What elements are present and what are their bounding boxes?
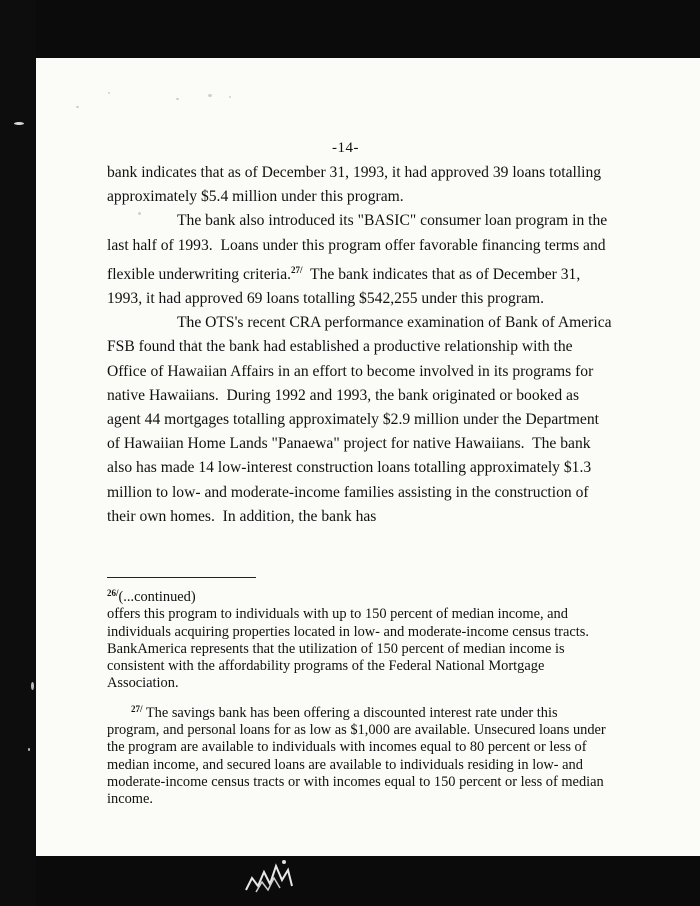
footnote-26-mark: 26/	[107, 588, 119, 598]
footnote-27	[107, 701, 607, 809]
page-number: -14-	[332, 140, 359, 156]
paragraph-2-text: The bank also introduced its "BASIC" consumer loan program in the last half of 1993. Loans under this program offer favorable financing terms and flexible underwriting criteria.	[107, 212, 612, 283]
footnote-26-text: offers this program to individuals with up to 150 percent of median income, and individuals acquiring properties located in low- and moderate-income census tracts. BankAmerica represents that the utilization of 150 percent of median income is consistent with the affordability programs of the Federal National Mortgage Association.	[107, 606, 589, 692]
footnotes	[107, 585, 607, 809]
footnote-separator	[107, 577, 256, 578]
paragraph-3: The OTS's recent CRA performance examination of Bank of America FSB found that the bank had established a productive relationship with the Office of Hawaiian Affairs in an effort to become involved in its programs for native Hawaiians. During 1992 and 1993, the bank originated or booked as agent 44 mortgages totalling approximately $2.9 million under the Department of Hawaiian Home Lands "Panaewa" project for native Hawaiians. The bank also has made 14 low-interest construction loans totalling approximately $1.3 million to low- and moderate-income families assisting in the construction of their own homes. In addition, the bank has	[107, 314, 616, 525]
footnote-27-text: The savings bank has been offering a discounted interest rate under this program, and personal loans for as low as $1,000 are available. Unsecured loans under the program are available to individuals with incomes equal to 80 percent or less of median income, and secured loans are available to individuals residing in low- and moderate-income census tracts or with incomes equal to 150 percent or less of median income.	[107, 704, 606, 808]
paragraph-2	[107, 209, 613, 311]
body-text	[107, 161, 616, 529]
footnote-reference-27: 27/	[291, 264, 303, 275]
paragraph-2-continued: The bank indicates that as of December 31, 1993, it had approved 69 loans totalling $542,255 under this program.	[107, 265, 585, 308]
paragraph-1: bank indicates that as of December 31, 1993, it had approved 39 loans totalling approximately $5.4 million under this program.	[107, 164, 606, 206]
footnote-26	[107, 585, 607, 693]
footnote-27-mark: 27/	[131, 703, 143, 714]
footnote-26-lead: (...continued)	[118, 589, 196, 605]
